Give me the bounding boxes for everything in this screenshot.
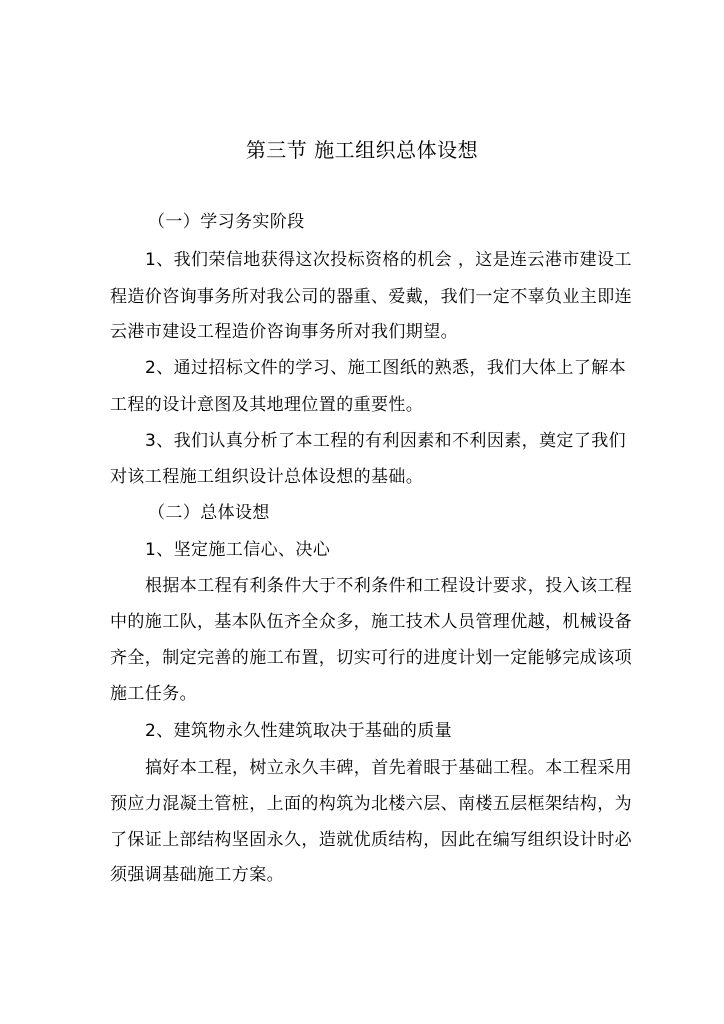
paragraph-line: 3、我们认真分析了本工程的有利因素和不利因素，奠定了我们	[145, 431, 627, 451]
point-heading: 2、建筑物永久性建筑取决于基础的质量	[145, 721, 453, 741]
paragraph-line: 了保证上部结构坚固永久，造就优质结构，因此在编写组织设计时必	[110, 830, 632, 850]
paragraph-line: 施工任务。	[110, 684, 197, 704]
subsection-heading-1: （一）学习务实阶段	[148, 212, 305, 232]
paragraph-line: 工程的设计意图及其地理位置的重要性。	[110, 395, 424, 415]
paragraph-line: 搞好本工程，树立永久丰碑，首先着眼于基础工程。本工程采用	[145, 758, 633, 778]
point-heading: 1、坚定施工信心、决心	[145, 540, 331, 560]
paragraph-line: 2、通过招标文件的学习、施工图纸的熟悉，我们大体上了解本	[145, 358, 627, 378]
paragraph-line: 中的施工队，基本队伍齐全众多，施工技术人员管理优越，机械设备	[110, 612, 632, 632]
paragraph-line: 齐全，制定完善的施工布置，切实可行的进度计划一定能够完成该项	[110, 648, 632, 668]
paragraph-line: 须强调基础施工方案。	[110, 865, 284, 885]
paragraph-line: 对该工程施工组织设计总体设想的基础。	[110, 467, 424, 487]
paragraph-line: 预应力混凝土管桩，上面的构筑为北楼六层、南楼五层框架结构，为	[110, 794, 632, 814]
paragraph-line: 根据本工程有利条件大于不利条件和工程设计要求，投入该工程	[145, 576, 633, 596]
paragraph-line: 1、我们荣信地获得这次投标资格的机会 ，这是连云港市建设工	[145, 250, 632, 270]
subsection-heading-2: （二）总体设想	[148, 503, 270, 523]
paragraph-line: 程造价咨询事务所对我公司的器重、爱戴，我们一定不辜负业主即连	[110, 287, 632, 307]
section-title: 第三节 施工组织总体设想	[245, 138, 479, 162]
paragraph-line: 云港市建设工程造价咨询事务所对我们期望。	[110, 322, 458, 342]
